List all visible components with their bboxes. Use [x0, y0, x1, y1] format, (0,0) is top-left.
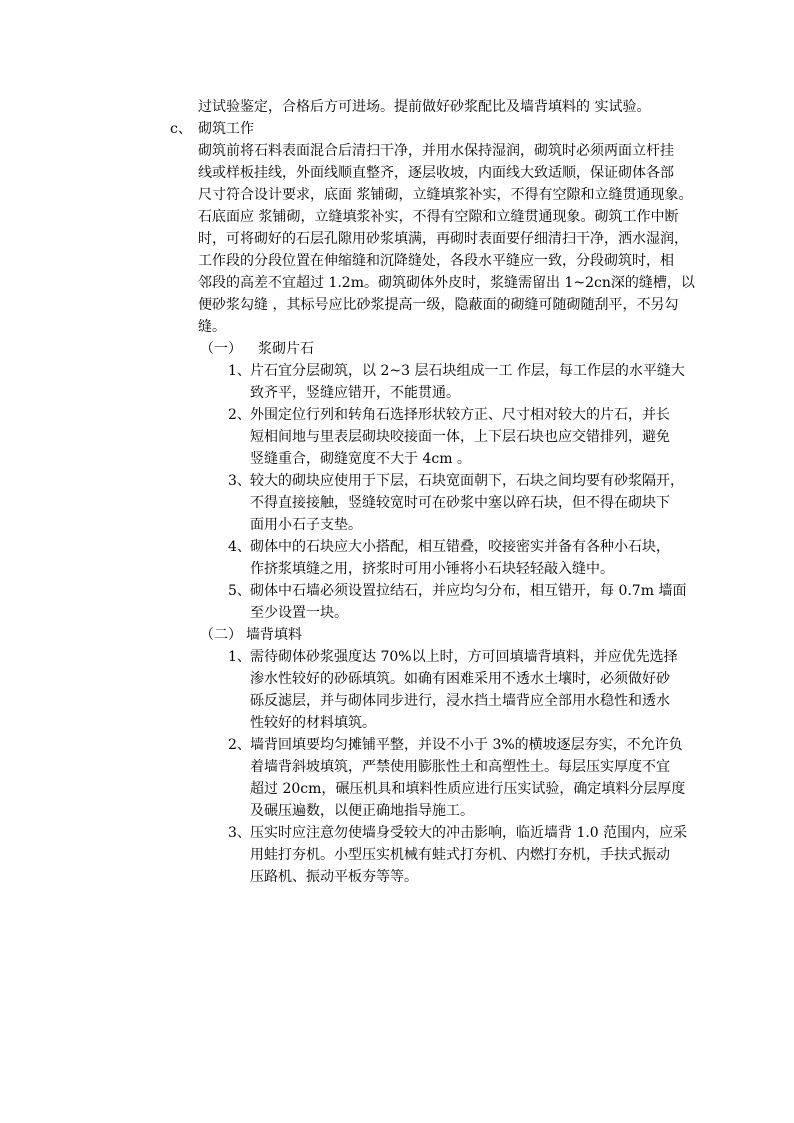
list-item-line: 不得直接接触，竖缝较宽时可在砂浆中塞以碎石块，但不得在砌块下	[250, 495, 670, 511]
list-item-line: 性较好的材料填筑。	[250, 715, 376, 731]
list-item-line: 外围定位行列和转角石选择形状较方正、尺寸相对较大的片石，并长	[250, 407, 670, 423]
list-item-line: 及碾压遍数，以便正确地指导施工。	[250, 803, 474, 819]
list-item-line: 面用小石子支垫。	[250, 517, 362, 533]
list-item-number: 3、	[228, 473, 251, 489]
list-item-line: 压路机、振动平板夯等等。	[250, 869, 418, 885]
section-c-title: 砌筑工作	[198, 121, 254, 137]
list-item-line: 作挤浆填缝之用，挤浆时可用小锤将小石块轻轻敲入缝中。	[250, 561, 614, 577]
section-c-line: 工作段的分段位置在伸缩缝和沉降缝处，各段水平缝应一致，分段砌筑时，相	[198, 253, 674, 269]
list-item-line: 短相间地与里表层砌块咬接面一体，上下层石块也应交错排列，避免	[250, 429, 670, 445]
list-item-line: 较大的砌块应使用于下层，石块宽面朝下，石块之间均要有砂浆隔开，	[250, 473, 684, 489]
list-item-number: 1、	[228, 649, 251, 665]
subsection-2-marker: （二）	[200, 627, 242, 643]
list-item-line: 片石宜分层砌筑，以 2~3 层石块组成一工 作层，每工作层的水平缝大	[250, 363, 685, 379]
list-item-line: 砾反滤层，并与砌体同步进行，浸水挡土墙背应全部用水稳性和透水	[250, 693, 670, 709]
section-c-line: 邻段的高差不宜超过 1.2m。砌筑砌体外皮时，浆缝需留出 1~2cn深的缝槽，以	[198, 275, 695, 291]
list-item-line: 用蛙打夯机。小型压实机械有蛙式打夯机、内燃打夯机，手扶式振动	[250, 847, 670, 863]
section-c-line: 石底面应 浆铺砌，立缝填浆补实，不得有空隙和立缝贯通现象。砌筑工作中断	[198, 209, 679, 225]
section-c-line: 砌筑前将石料表面混合后清扫干净，并用水保持湿润，砌筑时必须两面立杆挂	[198, 143, 674, 159]
list-item-number: 2、	[228, 737, 251, 753]
list-item-line: 压实时应注意勿使墙身受较大的冲击影响，临近墙背 1.0 范围内，应采	[250, 825, 688, 841]
section-c-line: 便砂浆勾缝 ，其标号应比砂浆提高一级，隐蔽面的砌缝可随砌随刮平，不另勾	[198, 297, 679, 313]
list-item-line: 墙背回填要均匀摊铺平整，并设不小于 3%的横坡逐层夯实，不允许负	[250, 737, 683, 753]
list-item-number: 4、	[228, 539, 251, 555]
list-item-line: 着墙背斜坡填筑，严禁使用膨胀性土和高塑性土。每层压实厚度不宜	[250, 759, 670, 775]
list-item-number: 2、	[228, 407, 251, 423]
list-item-number: 1、	[228, 363, 251, 379]
list-item-line: 超过 20cm，碾压机具和填料性质应进行压实试验，确定填料分层厚度	[250, 781, 686, 797]
list-item-line: 竖缝重合，砌缝宽度不大于 4cm 。	[250, 451, 471, 467]
list-item-line: 砌体中石墙必须设置拉结石，并应均匀分布，相互错开，每 0.7m 墙面	[250, 583, 687, 599]
subsection-2-title: 墙背填料	[246, 627, 302, 643]
section-c-marker: c、	[170, 121, 192, 137]
section-c-line: 时，可将砌好的石层孔隙用砂浆填满，再砌时表面要仔细清扫干净，洒水湿润，	[198, 231, 688, 247]
list-item-line: 需待砌体砂浆强度达 70%以上时，方可回填墙背填料，并应优先选择	[250, 649, 678, 665]
section-c-line: 缝。	[198, 319, 226, 335]
subsection-1-title: 浆砌片石	[258, 341, 314, 357]
subsection-1-marker: （一）	[200, 341, 242, 357]
list-item-line: 渗水性较好的砂砾填筑。如确有困难采用不透水土壤时，必须做好砂	[250, 671, 670, 687]
list-item-number: 5、	[228, 583, 251, 599]
section-c-line: 线或样板挂线，外面线顺直整齐，逐层收坡，内面线大致适顺，保证砌体各部	[198, 165, 674, 181]
section-c-line: 尺寸符合设计要求，底面 浆铺砌，立缝填浆补实，不得有空隙和立缝贯通现象。	[198, 187, 693, 203]
list-item-line: 致齐平，竖缝应错开，不能贯通。	[250, 385, 460, 401]
list-item-line: 至少设置一块。	[250, 605, 348, 621]
intro-line: 过试验鉴定，合格后方可进场。提前做好砂浆配比及墙背填料的 实试验。	[198, 99, 651, 115]
list-item-line: 砌体中的石块应大小搭配，相互错叠，咬接密实并备有各种小石块，	[250, 539, 670, 555]
list-item-number: 3、	[228, 825, 251, 841]
